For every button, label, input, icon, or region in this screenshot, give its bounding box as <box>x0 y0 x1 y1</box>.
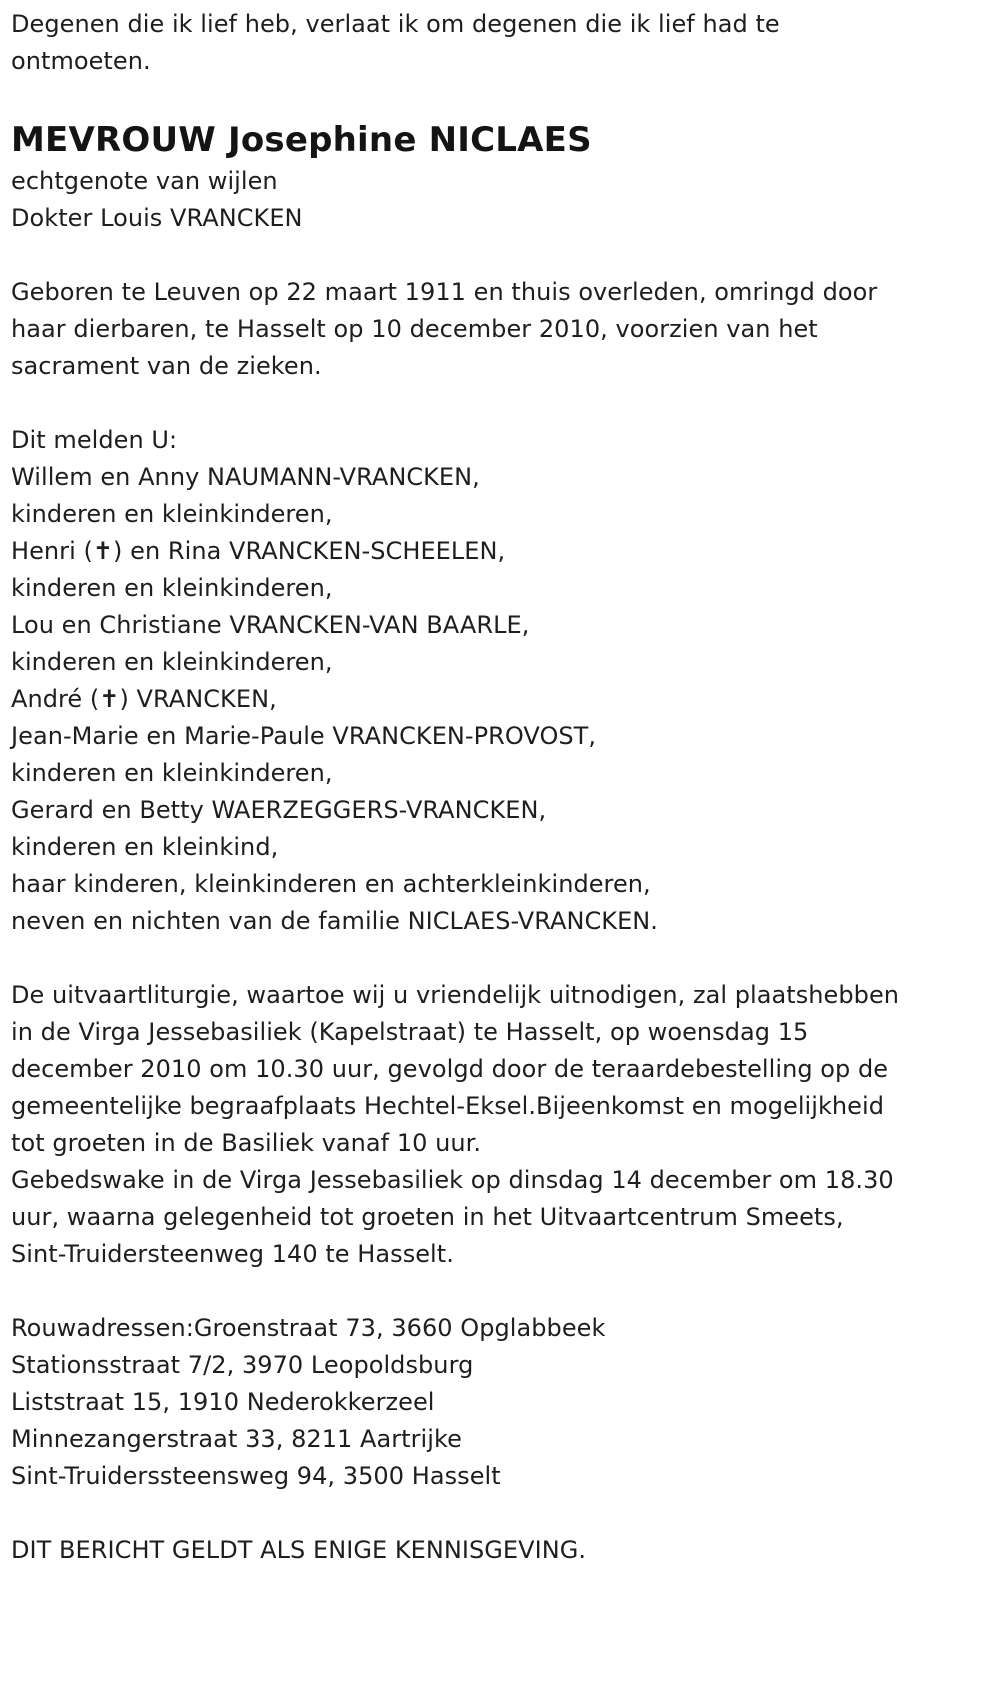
address-line: Liststraat 15, 1910 Nederokkerzeel <box>11 1388 435 1416</box>
deceased-name-heading: MEVROUW Josephine NICLAES <box>11 120 592 160</box>
spacer <box>11 1495 1000 1532</box>
announcer-line: kinderen en kleinkinderen, <box>11 574 333 602</box>
announcer-line: neven en nichten van de familie NICLAES-VRANCKEN. <box>11 907 658 935</box>
closing-notice: DIT BERICHT GELDT ALS ENIGE KENNISGEVING. <box>11 1536 587 1564</box>
paragraph-line: haar dierbaren, te Hasselt op 10 december 2010, voorzien van het <box>11 315 818 343</box>
spacer <box>11 1273 1000 1310</box>
paragraph-line: tot groeten in de Basiliek vanaf 10 uur. <box>11 1129 482 1157</box>
paragraph-line: december 2010 om 10.30 uur, gevolgd door de teraardebestelling op de <box>11 1055 889 1083</box>
quote-line: Degenen die ik lief heb, verlaat ik om degenen die ik lief had te <box>11 10 780 38</box>
spouse-block <box>11 163 1000 237</box>
spouse-line: Dokter Louis VRANCKEN <box>11 204 303 232</box>
announcer-line: Henri (✝) en Rina VRANCKEN-SCHEELEN, <box>11 537 506 565</box>
address-line: Minnezangerstraat 33, 8211 Aartrijke <box>11 1425 462 1453</box>
announcer-line: kinderen en kleinkind, <box>11 833 279 861</box>
announcer-line: André (✝) VRANCKEN, <box>11 685 277 713</box>
announcer-line: kinderen en kleinkinderen, <box>11 759 333 787</box>
funeral-details-paragraph <box>11 977 1000 1273</box>
announcers-intro: Dit melden U: <box>11 426 178 454</box>
paragraph-line: De uitvaartliturgie, waartoe wij u vriendelijk uitnodigen, zal plaatshebben <box>11 981 900 1009</box>
spacer <box>11 237 1000 274</box>
announcer-line: Gerard en Betty WAERZEGGERS-VRANCKEN, <box>11 796 547 824</box>
announcer-line: haar kinderen, kleinkinderen en achterkleinkinderen, <box>11 870 651 898</box>
announcer-line: Willem en Anny NAUMANN-VRANCKEN, <box>11 463 480 491</box>
address-line: Stationsstraat 7/2, 3970 Leopoldsburg <box>11 1351 474 1379</box>
address-line: Sint-Truiderssteensweg 94, 3500 Hasselt <box>11 1462 501 1490</box>
announcer-line: Jean-Marie en Marie-Paule VRANCKEN-PROVOST, <box>11 722 597 750</box>
spacer <box>11 385 1000 422</box>
spacer <box>11 940 1000 977</box>
birth-death-paragraph <box>11 274 1000 385</box>
announcer-line: kinderen en kleinkinderen, <box>11 500 333 528</box>
paragraph-line: Gebedswake in de Virga Jessebasiliek op dinsdag 14 december om 18.30 <box>11 1166 894 1194</box>
mourning-addresses <box>11 1310 1000 1495</box>
spouse-line: echtgenote van wijlen <box>11 167 278 195</box>
paragraph-line: sacrament van de zieken. <box>11 352 322 380</box>
paragraph-line: gemeentelijke begraafplaats Hechtel-Eksel.Bijeenkomst en mogelijkheid <box>11 1092 885 1120</box>
announcers-list <box>11 422 1000 940</box>
paragraph-line: in de Virga Jessebasiliek (Kapelstraat) te Hasselt, op woensdag 15 <box>11 1018 809 1046</box>
quote-line: ontmoeten. <box>11 47 151 75</box>
opening-quote <box>11 6 1000 80</box>
paragraph-line: uur, waarna gelegenheid tot groeten in het Uitvaartcentrum Smeets, <box>11 1203 844 1231</box>
announcer-line: Lou en Christiane VRANCKEN-VAN BAARLE, <box>11 611 530 639</box>
paragraph-line: Sint-Truidersteenweg 140 te Hasselt. <box>11 1240 454 1268</box>
paragraph-line: Geboren te Leuven op 22 maart 1911 en thuis overleden, omringd door <box>11 278 878 306</box>
announcer-line: kinderen en kleinkinderen, <box>11 648 333 676</box>
address-line: Rouwadressen:Groenstraat 73, 3660 Opglabbeek <box>11 1314 606 1342</box>
